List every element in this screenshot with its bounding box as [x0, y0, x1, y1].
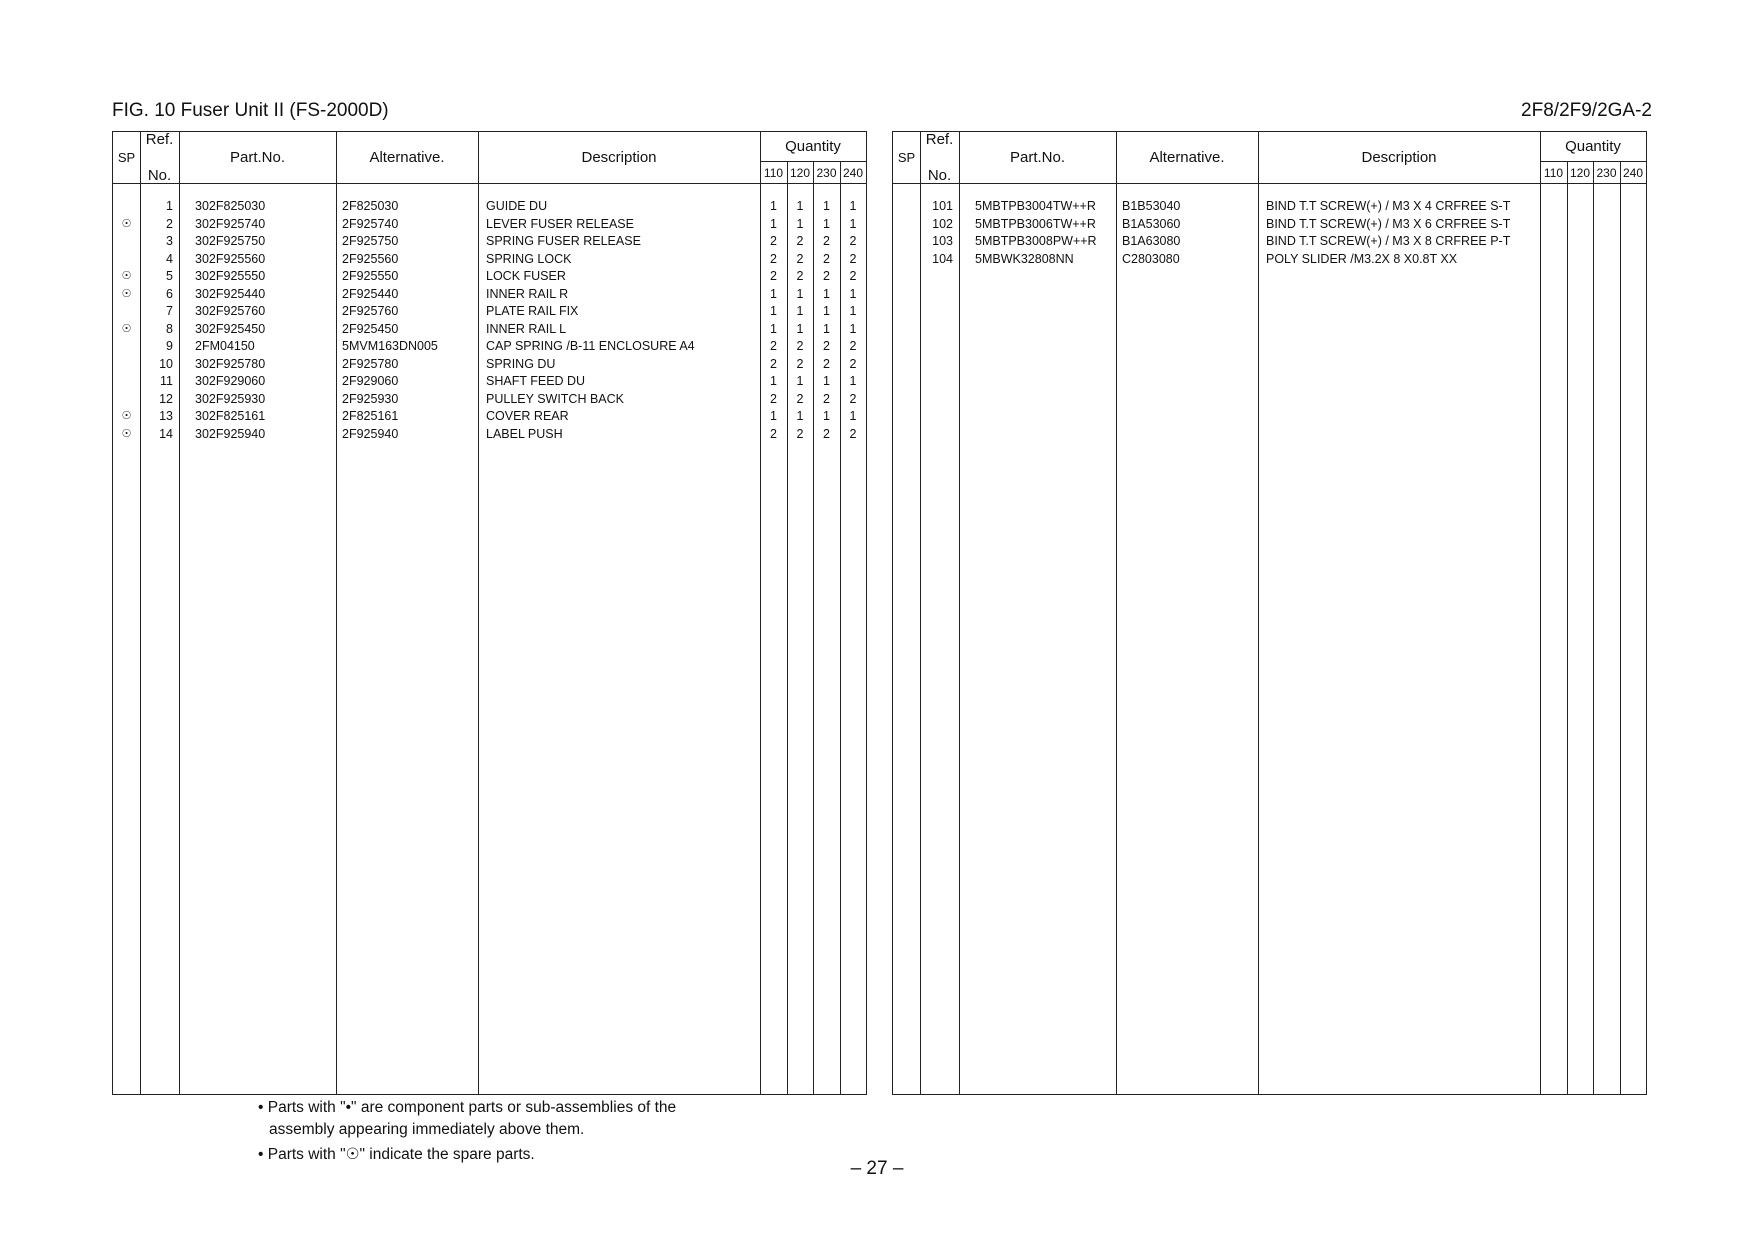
alternative-no: 2F925750 — [342, 234, 399, 248]
table-row — [113, 268, 866, 286]
quantity-column-divider — [1567, 161, 1568, 1094]
voltage-header-120: 120 — [789, 165, 811, 180]
qty-240: 1 — [849, 409, 857, 423]
part-no-header: Part.No. — [1009, 148, 1066, 166]
table-row — [113, 338, 866, 356]
part-no: 302F825030 — [195, 199, 266, 213]
qty-120: 1 — [796, 409, 804, 423]
alternative-no: 2F825030 — [342, 199, 399, 213]
ref-no: 12 — [159, 391, 173, 406]
description: PULLEY SWITCH BACK — [486, 391, 625, 406]
table-row — [113, 373, 866, 391]
part-no: 302F925760 — [195, 304, 266, 318]
alternative-header: Alternative. — [369, 148, 445, 166]
qty-120: 1 — [796, 374, 804, 388]
ref-no-header — [920, 132, 959, 183]
quantity-column-divider — [1620, 161, 1621, 1094]
alternative-no: 2F925550 — [342, 269, 399, 283]
part-no: 5MBTPB3006TW++R — [975, 216, 1096, 231]
qty-110: 2 — [770, 426, 777, 441]
qty-120: 2 — [796, 391, 804, 406]
qty-240: 1 — [849, 374, 857, 388]
qty-110: 2 — [770, 391, 777, 406]
spare-part-icon: ☉ — [121, 427, 132, 440]
qty-120: 1 — [796, 321, 804, 336]
ref-no: 9 — [166, 339, 173, 353]
ref-header-line1: Ref. — [145, 130, 174, 148]
alternative-no: B1A63080 — [1122, 234, 1181, 248]
alternative-no: 2F925780 — [342, 356, 399, 371]
qty-110: 2 — [770, 269, 777, 283]
alternative-no: 5MVM163DN005 — [342, 339, 438, 353]
qty-240: 2 — [849, 391, 857, 406]
alternative-no: B1A53060 — [1122, 216, 1181, 231]
table-row — [113, 356, 866, 374]
ref-no: 101 — [932, 199, 953, 213]
quantity-column-divider — [1593, 161, 1594, 1094]
column-divider — [920, 132, 921, 1094]
parts-table-right — [892, 131, 1647, 1095]
page-number: – 27 – — [850, 1158, 904, 1179]
header-divider — [113, 183, 866, 184]
description: COVER REAR — [486, 409, 569, 423]
alternative-no: C2803080 — [1122, 251, 1180, 266]
part-no: 5MBTPB3004TW++R — [975, 199, 1096, 213]
description: LOCK FUSER — [486, 269, 566, 283]
quantity-header: Quantity — [1565, 138, 1621, 155]
description: INNER RAIL L — [486, 321, 567, 336]
qty-120: 1 — [796, 304, 804, 318]
table-row — [113, 251, 866, 269]
table-row — [113, 408, 866, 426]
part-no: 302F925560 — [195, 251, 266, 266]
alternative-no: 2F925450 — [342, 321, 399, 336]
table-row — [113, 198, 866, 216]
parts-table-left — [112, 131, 867, 1095]
voltage-header-230: 230 — [1596, 165, 1617, 180]
voltage-header-110: 110 — [763, 165, 784, 180]
ref-header-line2: No. — [147, 166, 172, 184]
ref-no: 3 — [166, 234, 173, 248]
alternative-no: 2F925930 — [342, 391, 399, 406]
table-row — [893, 198, 1646, 216]
description: BIND T.T SCREW(+) / M3 X 6 CRFREE S-T — [1266, 216, 1511, 231]
description: SPRING LOCK — [486, 251, 572, 266]
spare-part-icon: ☉ — [121, 322, 132, 335]
qty-240: 2 — [849, 339, 857, 353]
description: INNER RAIL R — [486, 286, 569, 301]
voltage-header-240: 240 — [842, 165, 864, 180]
description-header: Description — [581, 148, 657, 166]
ref-no: 5 — [166, 269, 173, 283]
alternative-no: 2F925560 — [342, 251, 399, 266]
ref-no: 8 — [166, 321, 173, 336]
ref-no: 10 — [159, 356, 173, 371]
description: CAP SPRING /B-11 ENCLOSURE A4 — [486, 339, 695, 353]
qty-110: 2 — [770, 234, 777, 248]
qty-240: 2 — [849, 269, 857, 283]
sp-header: SP — [897, 149, 916, 165]
part-no: 302F929060 — [195, 374, 266, 388]
alternative-no: 2F825161 — [342, 409, 399, 423]
qty-230: 2 — [823, 339, 830, 353]
qty-110: 1 — [770, 216, 777, 231]
quantity-header: Quantity — [785, 138, 841, 155]
description: SPRING DU — [486, 356, 556, 371]
qty-120: 1 — [796, 216, 804, 231]
qty-230: 1 — [823, 216, 830, 231]
figure-title: FIG. 10 Fuser Unit II (FS-2000D) — [112, 100, 389, 121]
description: BIND T.T SCREW(+) / M3 X 8 CRFREE P-T — [1266, 234, 1511, 248]
table-row — [893, 233, 1646, 251]
part-no: 2FM04150 — [195, 339, 255, 353]
alternative-no: B1B53040 — [1122, 199, 1181, 213]
note-component-parts-cont: assembly appearing immediately above them. — [269, 1121, 585, 1138]
description: SPRING FUSER RELEASE — [486, 234, 641, 248]
part-no: 5MBTPB3008PW++R — [975, 234, 1097, 248]
ref-no: 13 — [159, 409, 173, 423]
voltage-header-120: 120 — [1569, 165, 1591, 180]
qty-110: 1 — [770, 199, 777, 213]
qty-230: 1 — [823, 321, 830, 336]
qty-110: 1 — [770, 286, 777, 301]
part-no: 302F925550 — [195, 269, 266, 283]
qty-230: 2 — [823, 269, 830, 283]
alternative-no: 2F929060 — [342, 374, 399, 388]
ref-no: 14 — [159, 426, 173, 441]
qty-120: 2 — [796, 339, 804, 353]
description: BIND T.T SCREW(+) / M3 X 4 CRFREE S-T — [1266, 199, 1511, 213]
table-row — [113, 426, 866, 444]
qty-120: 1 — [796, 286, 804, 301]
qty-240: 1 — [849, 321, 857, 336]
qty-120: 2 — [796, 269, 804, 283]
column-divider — [1258, 132, 1259, 1094]
part-no: 302F925940 — [195, 426, 266, 441]
alternative-no: 2F925740 — [342, 216, 399, 231]
part-no: 302F925450 — [195, 321, 266, 336]
table-row — [113, 303, 866, 321]
qty-230: 2 — [823, 234, 830, 248]
table-row — [113, 391, 866, 409]
ref-no: 11 — [160, 374, 173, 388]
qty-110: 1 — [770, 304, 777, 318]
spare-part-icon: ☉ — [121, 270, 132, 282]
qty-230: 1 — [823, 409, 830, 423]
qty-230: 1 — [823, 199, 830, 213]
qty-110: 1 — [770, 374, 777, 388]
table-rows — [893, 198, 1646, 268]
qty-240: 1 — [849, 216, 857, 231]
qty-230: 2 — [823, 391, 830, 406]
part-no: 302F925750 — [195, 234, 266, 248]
qty-230: 1 — [823, 374, 830, 388]
column-divider — [959, 132, 960, 1094]
column-divider — [1116, 132, 1117, 1094]
qty-230: 2 — [823, 356, 830, 371]
qty-240: 1 — [849, 199, 857, 213]
description: PLATE RAIL FIX — [486, 304, 579, 318]
spare-part-icon: ☉ — [121, 287, 132, 300]
description: POLY SLIDER /M3.2X 8 X0.8T XX — [1266, 251, 1458, 266]
qty-110: 2 — [770, 339, 777, 353]
table-row — [113, 286, 866, 304]
qty-240: 1 — [849, 304, 857, 318]
part-no: 302F925440 — [195, 286, 266, 301]
qty-240: 2 — [849, 251, 857, 266]
ref-no: 7 — [166, 304, 173, 318]
table-row — [113, 321, 866, 339]
alternative-header: Alternative. — [1149, 148, 1225, 166]
voltage-header-230: 230 — [816, 165, 837, 180]
qty-230: 2 — [823, 251, 830, 266]
qty-120: 1 — [796, 199, 804, 213]
table-rows — [113, 198, 866, 443]
qty-110: 1 — [770, 321, 777, 336]
header-divider — [893, 183, 1646, 184]
alternative-no: 2F925940 — [342, 426, 399, 441]
ref-no: 4 — [166, 251, 173, 266]
qty-230: 1 — [823, 304, 830, 318]
model-code: 2F8/2F9/2GA-2 — [1521, 100, 1652, 121]
qty-230: 2 — [823, 426, 830, 441]
voltage-header-240: 240 — [1622, 165, 1644, 180]
description: LEVER FUSER RELEASE — [486, 216, 634, 231]
description-header: Description — [1361, 148, 1437, 166]
note-spare-parts: • Parts with "☉" indicate the spare parts. — [258, 1146, 535, 1163]
part-no: 302F925740 — [195, 216, 266, 231]
description: LABEL PUSH — [486, 426, 563, 441]
part-no: 302F925930 — [195, 391, 266, 406]
qty-110: 2 — [770, 251, 777, 266]
qty-120: 2 — [796, 251, 804, 266]
alternative-no: 2F925440 — [342, 286, 399, 301]
table-row — [893, 251, 1646, 269]
spare-part-icon: ☉ — [121, 410, 132, 422]
table-row — [113, 216, 866, 234]
ref-no: 103 — [932, 234, 953, 248]
part-no: 302F825161 — [195, 409, 266, 423]
ref-header-line1: Ref. — [925, 130, 954, 148]
sp-header: SP — [117, 149, 136, 165]
voltage-header-110: 110 — [1543, 165, 1564, 180]
ref-no: 6 — [166, 286, 173, 301]
ref-no: 1 — [166, 199, 173, 213]
part-no-header: Part.No. — [229, 148, 286, 166]
spare-part-icon: ☉ — [121, 217, 132, 230]
ref-no: 104 — [932, 251, 953, 266]
qty-120: 2 — [796, 426, 804, 441]
qty-240: 2 — [849, 356, 857, 371]
note-component-parts: • Parts with "•" are component parts or sub-assemblies of the — [258, 1099, 677, 1116]
table-row — [893, 216, 1646, 234]
part-no: 302F925780 — [195, 356, 266, 371]
ref-no: 2 — [166, 216, 173, 231]
table-row — [113, 233, 866, 251]
qty-240: 2 — [849, 234, 857, 248]
qty-240: 1 — [849, 286, 857, 301]
part-no: 5MBWK32808NN — [975, 251, 1074, 266]
column-divider — [1540, 132, 1541, 1094]
ref-no-header — [140, 132, 179, 183]
ref-header-line2: No. — [927, 166, 952, 184]
alternative-no: 2F925760 — [342, 304, 399, 318]
qty-120: 2 — [796, 356, 804, 371]
description: GUIDE DU — [486, 199, 548, 213]
qty-240: 2 — [849, 426, 857, 441]
qty-110: 2 — [770, 356, 777, 371]
qty-230: 1 — [823, 286, 830, 301]
qty-110: 1 — [770, 409, 777, 423]
description: SHAFT FEED DU — [486, 374, 586, 388]
qty-120: 2 — [796, 234, 804, 248]
ref-no: 102 — [932, 216, 953, 231]
